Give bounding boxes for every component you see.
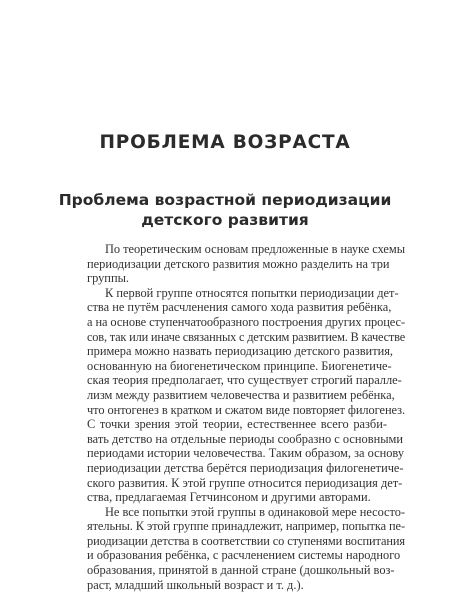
paragraph-3 [69,504,406,593]
text-line: вать детство на отдельные периоды сообразно с основными [87,431,404,446]
text-line: Не все попытки этой группы в одинаковой мере несосто- [105,504,405,519]
section-title-line-2: детского развития [141,211,309,229]
text-line: ства, предлагаемая Гетчинсоном и другими авторами. [87,490,371,505]
text-line: что онтогенез в кратком и сжатом виде повторяет филогенез. [87,402,405,417]
text-line: и образования ребёнка, с расчленением системы народного [87,548,401,563]
text-line: примера можно назвать периодизацию детского развития, [87,344,394,359]
body-text [69,242,406,592]
text-line: лизм между развитием человечества и развитием ребёнка, [87,387,395,402]
text-line: основанную на биогенетическом принципе. Биогенетиче- [87,358,392,373]
text-line: образования, принятой в данной стране (дошкольный воз- [87,563,395,578]
text-line: ская теория предполагает, что существует строгий паралле- [87,373,402,388]
text-line: ского развития. К этой группе относится периодизация дет- [87,475,403,490]
text-line: риодизации детства в соответствии со ступенями воспитания [87,533,406,548]
text-line: раст, младший школьный возраст и т. д.). [87,577,304,592]
text-line: По теоретическим основам предложенные в науке схемы [105,242,405,256]
paragraph-2 [69,285,405,505]
text-line: а на основе ступенчатообразного построения других процес- [87,314,405,329]
section-title [40,190,410,230]
section-title-line-1: Проблема возрастной периодизации [58,191,392,209]
text-line: С точки зрения этой теории, естественнее всего разби- [87,417,387,432]
text-line: группы. [87,271,129,286]
text-line: К первой группе относятся попытки периодизации дет- [105,285,399,300]
text-line: периодизации детства берётся периодизация филогенетиче- [87,460,404,475]
text-line: периодизации детского развития можно разделить на три [87,256,390,271]
text-line: ства не путём расчленения самого хода развития ребёнка, [87,300,392,315]
text-line: сов, так или иначе связанных с детским развитием. В качестве [87,329,405,344]
text-line: ятельны. К этой группе принадлежит, например, попытка пе- [87,519,405,534]
text-line: периодами истории человечества. Таким образом, за основу [87,446,405,461]
chapter-title: ПРОБЛЕМА ВОЗРАСТА [99,132,351,153]
paragraph-1 [69,242,405,286]
